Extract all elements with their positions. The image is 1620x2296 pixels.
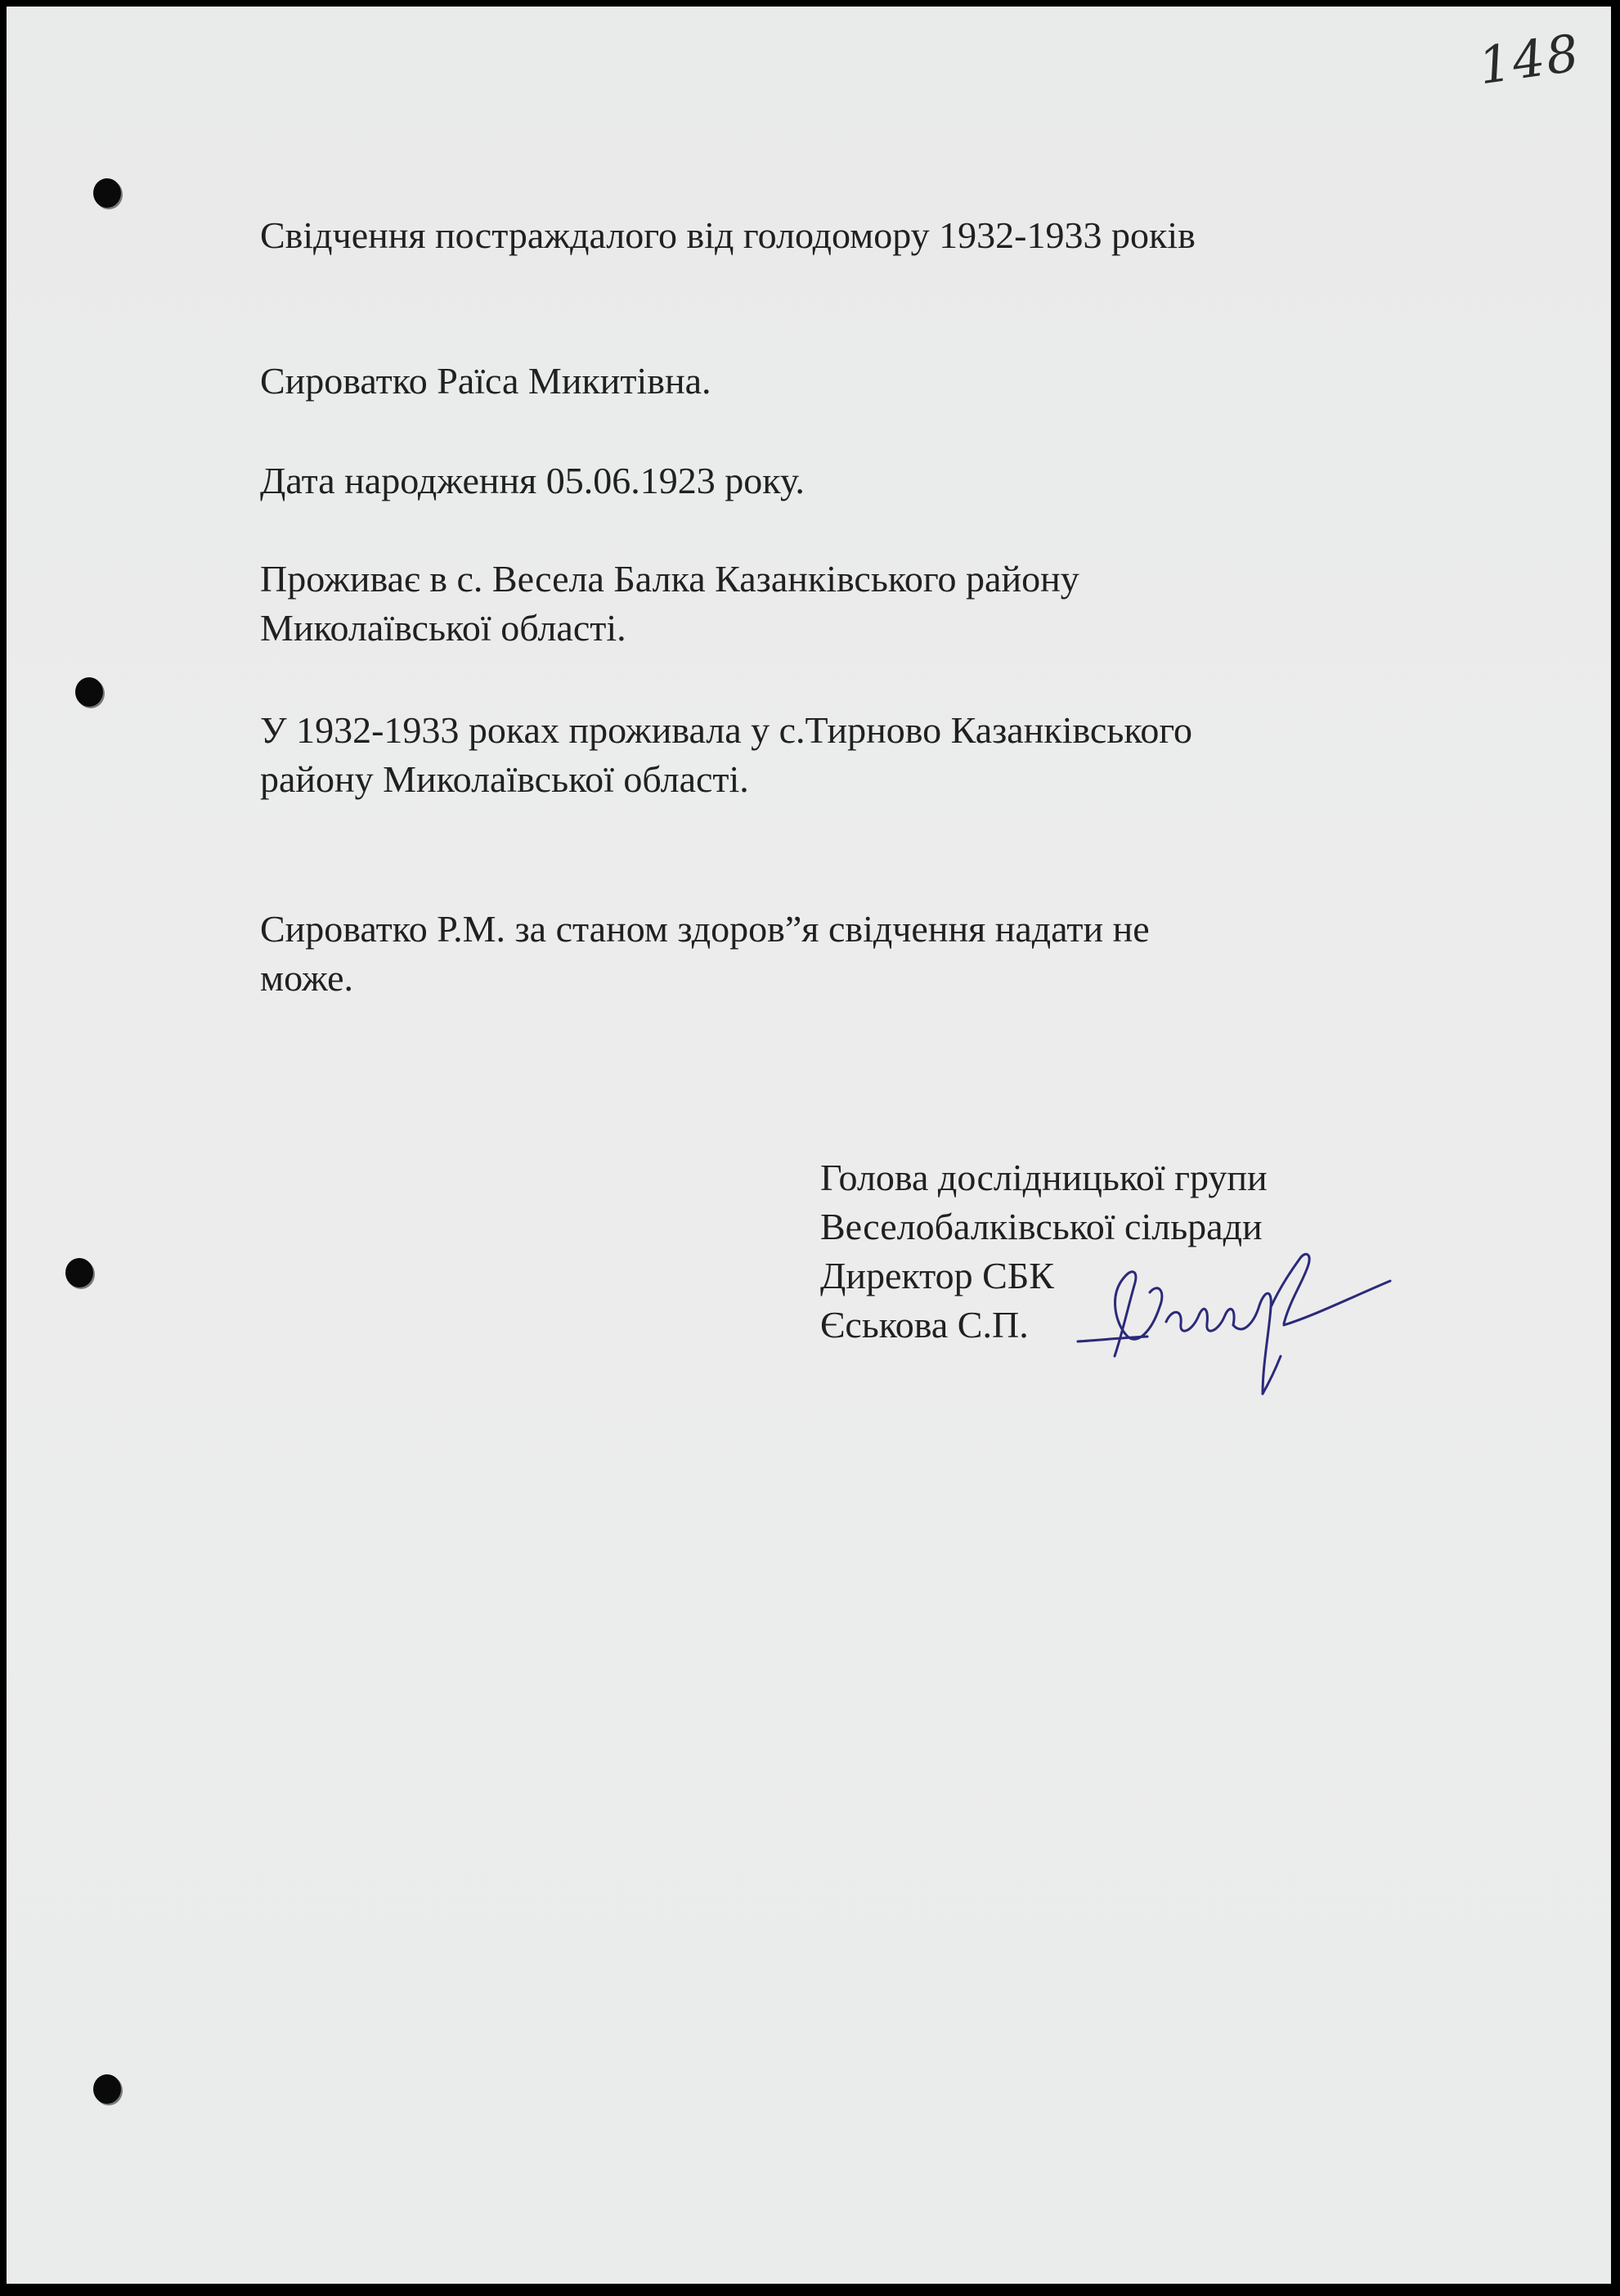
statement-line-1: Сироватко Р.М. за станом здоров”я свідчення надати не — [260, 908, 1150, 950]
punch-hole-1 — [93, 178, 121, 208]
punch-hole-3 — [65, 1258, 93, 1287]
document-page — [7, 7, 1611, 2284]
signatory-name: Єськова С.П. — [820, 1304, 1029, 1346]
residence-line-2: Миколаївської області. — [260, 607, 626, 649]
handwritten-page-number: 148 — [1474, 22, 1584, 97]
birth-date: Дата народження 05.06.1923 року. — [260, 460, 805, 501]
punch-hole-4 — [93, 2074, 121, 2104]
residence-1932-line-2: району Миколаївської області. — [260, 758, 749, 800]
signatory-title: Голова дослідницької групи — [820, 1157, 1268, 1198]
punch-hole-2 — [75, 677, 103, 707]
witness-name: Сироватко Раїса Микитівна. — [260, 360, 711, 402]
signatory-position: Директор СБК — [820, 1255, 1054, 1296]
residence-1932-line-1: У 1932-1933 роках проживала у с.Тирново Казанківського — [260, 709, 1193, 751]
signatory-organization: Веселобалківської сільради — [820, 1206, 1263, 1247]
handwritten-signature — [1070, 1233, 1397, 1397]
residence-line-1: Проживає в с. Весела Балка Казанківського району — [260, 558, 1079, 600]
statement-line-2: може. — [260, 957, 354, 999]
document-title: Свідчення постраждалого від голодомору 1932-1933 років — [260, 214, 1196, 256]
